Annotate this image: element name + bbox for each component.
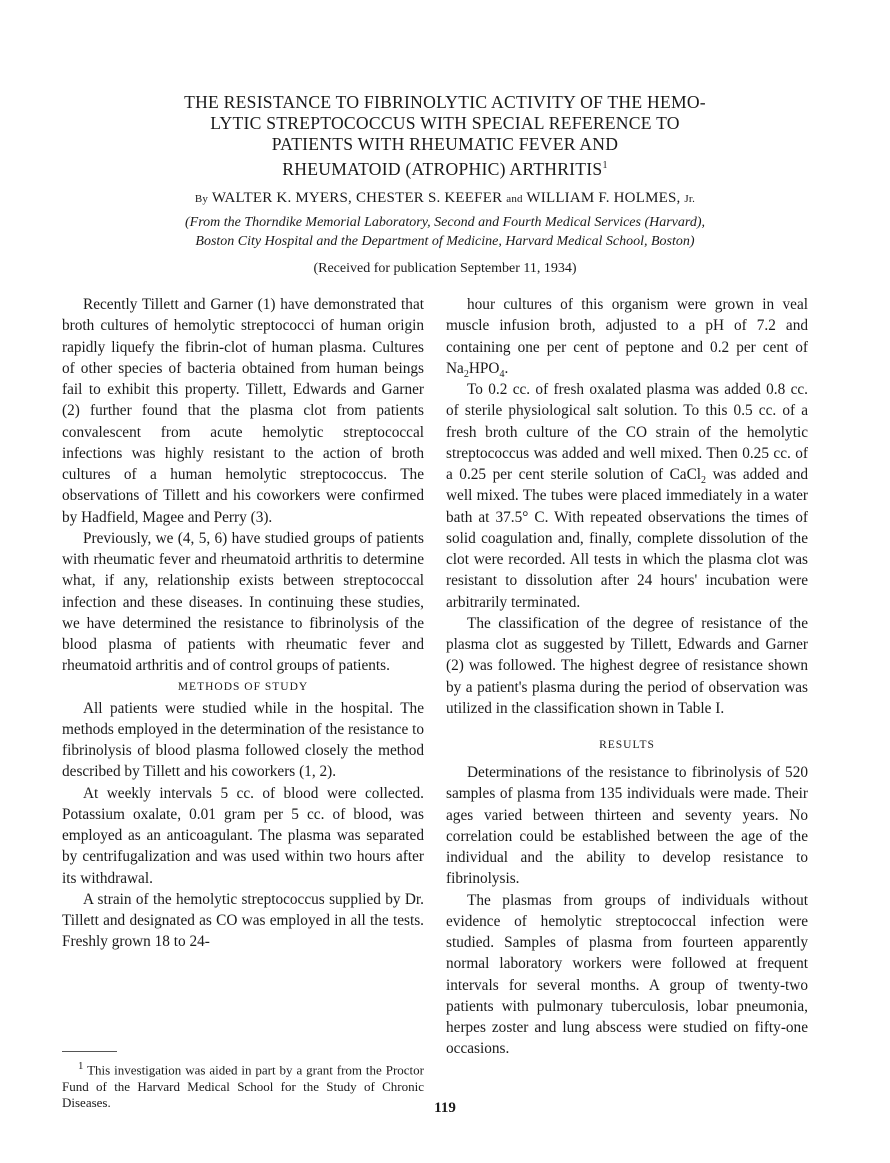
paragraph: Previously, we (4, 5, 6) have studied groups of patients with rheumatic fever and rheumatoid arthritis to determine what, if any, relationship exists between streptococcal infection and these diseases. In continuing these studies, we have determined the resistance to fibrinolysis of the blood plasma of patients with rheumatic fever and rheumatoid arthritis and of control groups of patients. [62, 529, 424, 675]
paragraph [446, 294, 808, 379]
author-2: CHESTER S. KEEFER [355, 190, 507, 206]
left-column [62, 294, 424, 953]
title-line-text: RHEUMATOID (ATROPHIC) ARTHRITIS [282, 158, 603, 179]
paragraph-text: HPO [468, 359, 500, 377]
paragraph [446, 379, 808, 613]
right-column [446, 294, 808, 1060]
subscript: 2 [463, 368, 469, 380]
title-line: THE RESISTANCE TO FIBRINOLYTIC ACTIVITY OF THE HEMO- [184, 92, 706, 112]
section-heading-methods: METHODS OF STUDY [177, 680, 309, 693]
author-by: By [194, 193, 209, 205]
article-title [120, 92, 770, 180]
affiliation-line-1: (From the Thorndike Memorial Laboratory, Second and Fourth Medical Services (Harvard), [185, 215, 705, 230]
title-line: PATIENTS WITH RHEUMATIC FEVER AND [271, 134, 619, 154]
received-date: (Received for publication September 11, 1934) [313, 261, 577, 276]
author-suffix: Jr. [684, 193, 696, 205]
title-footnote-mark: 1 [602, 160, 608, 171]
section-heading-results: RESULTS [599, 739, 655, 751]
author-1: WALTER K. MYERS, [211, 190, 356, 206]
footnote-rule [62, 1051, 117, 1052]
author-3: WILLIAM F. HOLMES, [526, 190, 685, 206]
footnote [62, 1058, 424, 1112]
footnote-mark: 1 [78, 1060, 84, 1072]
author-line [80, 190, 810, 207]
paragraph-text: . [504, 359, 509, 377]
paragraph: The plasmas from groups of individuals without evidence of hemolytic streptococcal infection were studied. Samples of plasma from fourteen apparently normal laboratory workers were followed at frequent intervals for several months. A group of twenty-two patients with pulmonary tuberculosis, lobar pneumonia, herpes zoster and lung abscess were studied on fifty-one occasions. [446, 891, 808, 1058]
footnote-text: This investigation was aided in part by a grant from the Proctor Fund of the Harvard Medical School for the Study of Chronic Diseases. [62, 1062, 424, 1111]
affiliation-line-2: Boston City Hospital and the Department of Medicine, Harvard Medical School, Boston) [195, 234, 695, 249]
title-line: LYTIC STREPTOCOCCUS WITH SPECIAL REFERENCE TO [210, 113, 680, 133]
paragraph-text: was added and well mixed. The tubes were placed immediately in a water bath at 37.5° C. With repeated observations the times of solid coagulation and, finally, complete dissolution of the clot were recorded. All tests in which the plasma clot was resistant to dissolution after 24 hours' incubation were arbitrarily terminated. [446, 466, 808, 611]
paragraph: Recently Tillett and Garner (1) have demonstrated that broth cultures of hemolytic streptococci of human origin rapidly liquefy the fibrin-clot of human plasma. Cultures of other species of bacteria obtained from human beings fail to exhibit this property. Tillett, Edwards and Garner (2) further found that the plasma clot from patients convalescent from acute hemolytic streptococcal infections was highly resistant to the action of broth cultures of a human hemolytic streptococcus. The observations of Tillett and his coworkers were confirmed by Hadfield, Magee and Perry (3). [62, 296, 424, 526]
paragraph: A strain of the hemolytic streptococcus supplied by Dr. Tillett and designated as CO was employed in all the tests. Freshly grown 18 to 24- [62, 890, 424, 951]
page-number: 119 [434, 1100, 456, 1116]
subscript: 2 [701, 475, 707, 487]
paragraph: The classification of the degree of resistance of the plasma clot as suggested by Tillett, Edwards and Garner (2) was followed. The highest degree of resistance shown by a patient's plasma during the period of observation was utilized in the classification shown in Table I. [446, 614, 808, 717]
author-and: and [506, 193, 523, 205]
paragraph: Determinations of the resistance to fibrinolysis of 520 samples of plasma from 135 individuals were made. Their ages varied between thirteen and seventy years. No correlation could be established between the age of the individual and the ability to develop resistance to fibrinolysis. [446, 764, 808, 888]
title-line [120, 155, 770, 180]
paragraph-text: hour cultures of this organism were grown in veal muscle infusion broth, adjusted to a pH of 7.2 and containing one per cent of peptone and 0.2 per cent of Na [446, 296, 808, 377]
paragraph-text: To 0.2 cc. of fresh oxalated plasma was added 0.8 cc. of sterile physiological salt solution. To this 0.5 cc. of a fresh broth culture of the CO strain of the hemolytic streptococcus was added and well mixed. Then 0.25 cc. of a 0.25 per cent sterile solution of CaCl [446, 381, 808, 483]
paragraph: All patients were studied while in the hospital. The methods employed in the determination of the resistance to fibrinolysis of blood plasma followed closely the method described by Tillett and his coworkers (1, 2). [62, 699, 424, 781]
paragraph: At weekly intervals 5 cc. of blood were collected. Potassium oxalate, 0.01 gram per 5 cc. of blood, was employed as an anticoagulant. The plasma was separated by centrifugalization and was used within two hours after its withdrawal. [62, 784, 424, 887]
subscript: 4 [499, 368, 505, 380]
affiliation [100, 213, 790, 251]
